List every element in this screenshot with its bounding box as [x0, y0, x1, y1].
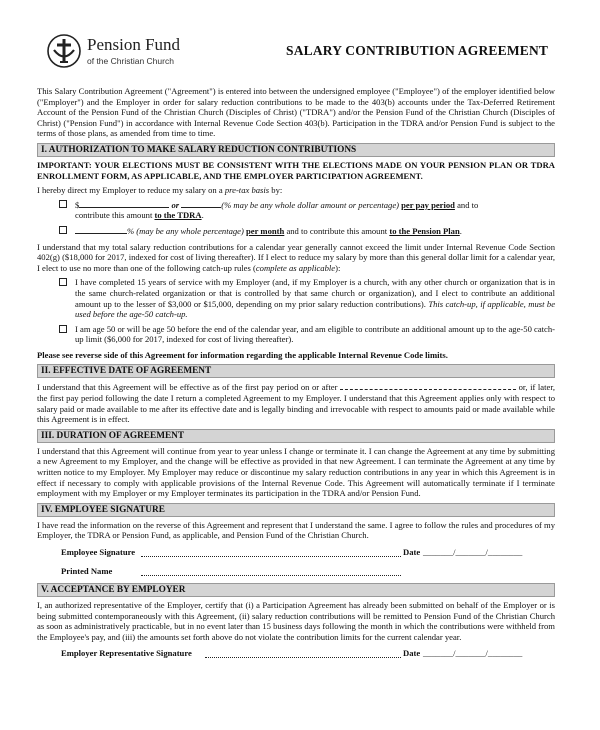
section-5-heading: V. ACCEPTANCE BY EMPLOYER	[37, 583, 555, 597]
tdra-option-checkbox[interactable]	[59, 200, 67, 208]
percentage-amount-field[interactable]	[181, 199, 221, 208]
printed-name-row	[37, 566, 555, 579]
catch-up-age-50-checkbox[interactable]	[59, 325, 67, 333]
dollar-sign: $	[75, 199, 80, 210]
limit-paragraph	[37, 242, 555, 274]
employee-signature-field[interactable]	[141, 556, 401, 557]
and-to-label: and to	[457, 199, 479, 210]
employee-date-label: Date	[403, 547, 421, 557]
pension-fund-logo	[47, 34, 217, 74]
printed-name-field[interactable]	[141, 575, 401, 576]
direct-lead: I hereby direct my Employer to reduce my salary on a	[37, 185, 225, 196]
duration-paragraph: I understand that this Agreement will continue from year to year unless I change or terminate it. I can change the Agreement at any time by submitting a new Agreement to my Employer, and the change will be effective as provided in that new Agreement. I can terminate the Agreement at any time by written notice to my Employer. My Employer may reduce or discontinue my salary reduction contributions in any year in which this Agreement is in effect if necessary to comply with applicable provisions of the Internal Revenue Code. This Agreement will automatically terminate if I terminate employment with my Employer or my Employer terminates its participation in the TDRA and/or Pension Fund.	[37, 445, 555, 499]
tdra-option	[37, 199, 555, 221]
employer-date-field[interactable]: _______/_______/________	[423, 648, 523, 659]
monthly-percentage-field[interactable]	[75, 225, 127, 234]
employer-signature-row	[37, 648, 555, 661]
effective-date-text-2: or, if later, the first pay period following the date I return a completed Agreement to my Employer. I understand that this Agreement applies only with respect to salary paid or made available to me after its effective date and is legally binding and irrevocable with respect to amounts paid or made available while this Agreement is in effect.	[37, 382, 555, 425]
section-4-heading: IV. EMPLOYEE SIGNATURE	[37, 503, 555, 517]
catch-up-15-year-checkbox[interactable]	[59, 278, 67, 286]
section-2-heading: II. EFFECTIVE DATE OF AGREEMENT	[37, 364, 555, 378]
catch-up-age-50-option	[37, 324, 555, 345]
section-1-heading: I. AUTHORIZATION TO MAKE SALARY REDUCTION CONTRIBUTIONS	[37, 143, 555, 157]
contribute-text-2: and to contribute this amount	[284, 225, 390, 236]
section-3-heading: III. DURATION OF AGREEMENT	[37, 429, 555, 443]
to-tdra-label: to the TDRA	[154, 210, 202, 221]
pension-plan-option	[37, 225, 555, 237]
employer-date-label: Date	[403, 648, 421, 659]
employee-signature-label: Employee Signature	[61, 547, 136, 557]
chalice-cross-logo-icon	[47, 34, 81, 68]
period-mark: .	[201, 210, 204, 221]
amount-hint: (% may be any whole dollar amount or percentage)	[221, 199, 399, 210]
employee-signature-paragraph: I have read the information on the reverse of this Agreement and represent that I understand the same. I agree to follow the rules and procedures of my Employer, the TDRA or Pension Fund, as applicable, and Pension Fund of the Christian Church.	[37, 519, 555, 541]
logo-name: Pension Fund	[87, 35, 181, 54]
effective-date-field[interactable]	[340, 381, 516, 390]
employer-signature-field[interactable]	[205, 657, 401, 658]
limit-text-end: ):	[335, 262, 341, 273]
or-label: or	[171, 199, 180, 210]
percentage-hint: % (may be any whole percentage)	[127, 225, 244, 236]
pension-plan-option-checkbox[interactable]	[59, 226, 67, 234]
limit-text: I understand that my total salary reduction contributions for a calendar year generally cannot exceed the limit under Internal Revenue Code Section 402(g) ($18,000 for 2017, indexed for cost of living thereafter). If I elect to reduce my salary by more than this general dollar limit for a calendar year, I elect to use no more than one of the following catch-up rules (	[37, 241, 555, 273]
per-pay-period-label: per pay period	[401, 199, 455, 210]
catch-up-15-year-option	[37, 277, 555, 319]
dollar-amount-field[interactable]	[79, 199, 169, 208]
direct-statement	[37, 185, 555, 196]
employee-signature-row	[37, 547, 555, 560]
reverse-side-note: Please see reverse side of this Agreement for information regarding the applicable Internal Revenue Code limits.	[37, 349, 448, 360]
logo-subtitle: of the Christian Church	[87, 56, 174, 66]
important-notice: IMPORTANT: YOUR ELECTIONS MUST BE CONSISTENT WITH THE ELECTIONS MADE ON YOUR PENSION PLAN OR TDRA ENROLLMENT FORM, AS APPLICABLE, AND THE EMPLOYER PARTICIPATION AGREEMENT.	[37, 159, 555, 181]
printed-name-label: Printed Name	[61, 566, 113, 576]
per-month-label: per month	[246, 225, 285, 236]
employee-date-field[interactable]: _______/_______/________	[423, 547, 523, 557]
limit-emphasis: complete as applicable	[255, 262, 336, 273]
direct-emphasis: pre-tax basis	[224, 185, 270, 196]
direct-tail: by:	[269, 185, 283, 196]
effective-date-paragraph	[37, 381, 555, 424]
period-mark-2: .	[459, 225, 462, 236]
effective-date-text: I understand that this Agreement will be effective as of the first pay period on or after	[37, 382, 341, 393]
contribute-text: contribute this amount	[75, 210, 155, 221]
catch-up-15-year-text: I have completed 15 years of service with my Employer (and, if my Employer is a church, with any other church or organization that is in the same church-related organization or that is controlled by that same church or organization), and I elect to contribute an additional amount up to the lesser of $3,000 or $15,000, depending on my prior salary reduction contributions).	[75, 277, 555, 309]
to-pension-plan-label: to the Pension Plan	[389, 225, 460, 236]
employer-signature-label: Employer Representative Signature	[61, 648, 192, 659]
employer-acceptance-paragraph: I, an authorized representative of the Employer, certify that (i) a Participation Agreement has already been submitted on behalf of the Employer or is being submitted contemporaneously with this Agreement, (ii) salary reduction contributions will be remitted to Pension Fund of the Christian Church as soon as administratively practicable, but in no event later than 15 business days following the month in which the contributions were withheld from the Employee's pay, and (iii) the amounts set forth above do not violate the contribution limits for the current calendar year.	[37, 600, 555, 642]
catch-up-age-50-text: I am age 50 or will be age 50 before the end of the calendar year, and am eligible to contribute an additional amount up to the age-50 catch-up limit ($6,000 for 2017, indexed for cost of living thereafter).	[75, 323, 556, 345]
catch-up-15-year-note: This catch-up, if applicable, must be used before the age-50 catch-up.	[75, 298, 556, 320]
document-title: SALARY CONTRIBUTION AGREEMENT	[286, 43, 549, 58]
document-body	[37, 86, 555, 661]
intro-paragraph: This Salary Contribution Agreement ("Agreement") is entered into between the undersigned employee ("Employee") of the employer identified below ("Employer") and the Employer in order for salary reduction contributions to be made to the 403(b) accounts under the Tax-Deferred Retirement Account of the Pension Fund of the Christian Church (Disciples of Christ) ("TDRA") and/or the Pension Fund of the Christian Church (Disciples of Christ) ("Pension Fund") in accordance with Internal Revenue Code Section 403(b). Participation in the TDRA and/or Pension Fund is subject to the terms of those plans, as amended from time to time.	[37, 86, 555, 139]
